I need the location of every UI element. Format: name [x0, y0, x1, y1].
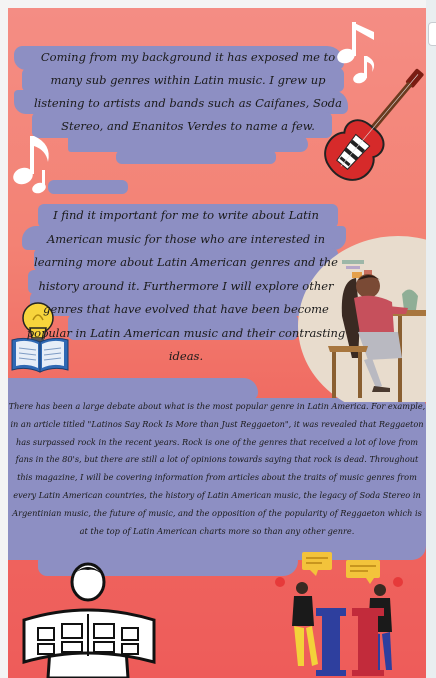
debate-paragraph: There has been a large debate about what is the most popular genre in Latin America. For example, in an article titled "Latinos Say Rock Is More than Just Reggaeton", it was revealed that Reggaeton has surpassed rock in the recent years. Rock is one of the genres that received a lot of love from fans in the 80's, but there are still a lot of opinions towards saying that rock is dead. Throughout this magazine, I will be covering information from articles about the traits of music genres from every Latin American countries, the history of Latin American music, the legacy of Soda Stereo in Argentinian music, the future of music, and the opposition of the popularity of Reggaeton which is at the top of Latin American charts more so than any other genre.: [8, 401, 426, 536]
scrollbar-gutter: [426, 0, 436, 678]
reader-newspaper-icon: [8, 560, 160, 678]
debate-icon: [258, 546, 426, 678]
magazine-page: [8, 8, 426, 678]
brush-stroke: [116, 150, 276, 164]
brush-stroke: [48, 180, 128, 194]
purpose-paragraph: I find it important for me to write about Latin American music for those who are interested in learning more about Latin American genres and the history around it. Furthermore I will explore other genres that have evolved that have been become popular in Latin American music and their contrasting ideas.: [26, 208, 346, 363]
music-notes-icon: [8, 132, 58, 198]
side-tab[interactable]: [428, 22, 436, 46]
brush-stroke: [8, 378, 258, 400]
intro-paragraph: Coming from my background it has exposed me to many sub genres within Latin music. I grew up listening to artists and bands such as Caifanes, Soda Stereo, and Enanitos Verdes to name a few.: [33, 50, 343, 133]
